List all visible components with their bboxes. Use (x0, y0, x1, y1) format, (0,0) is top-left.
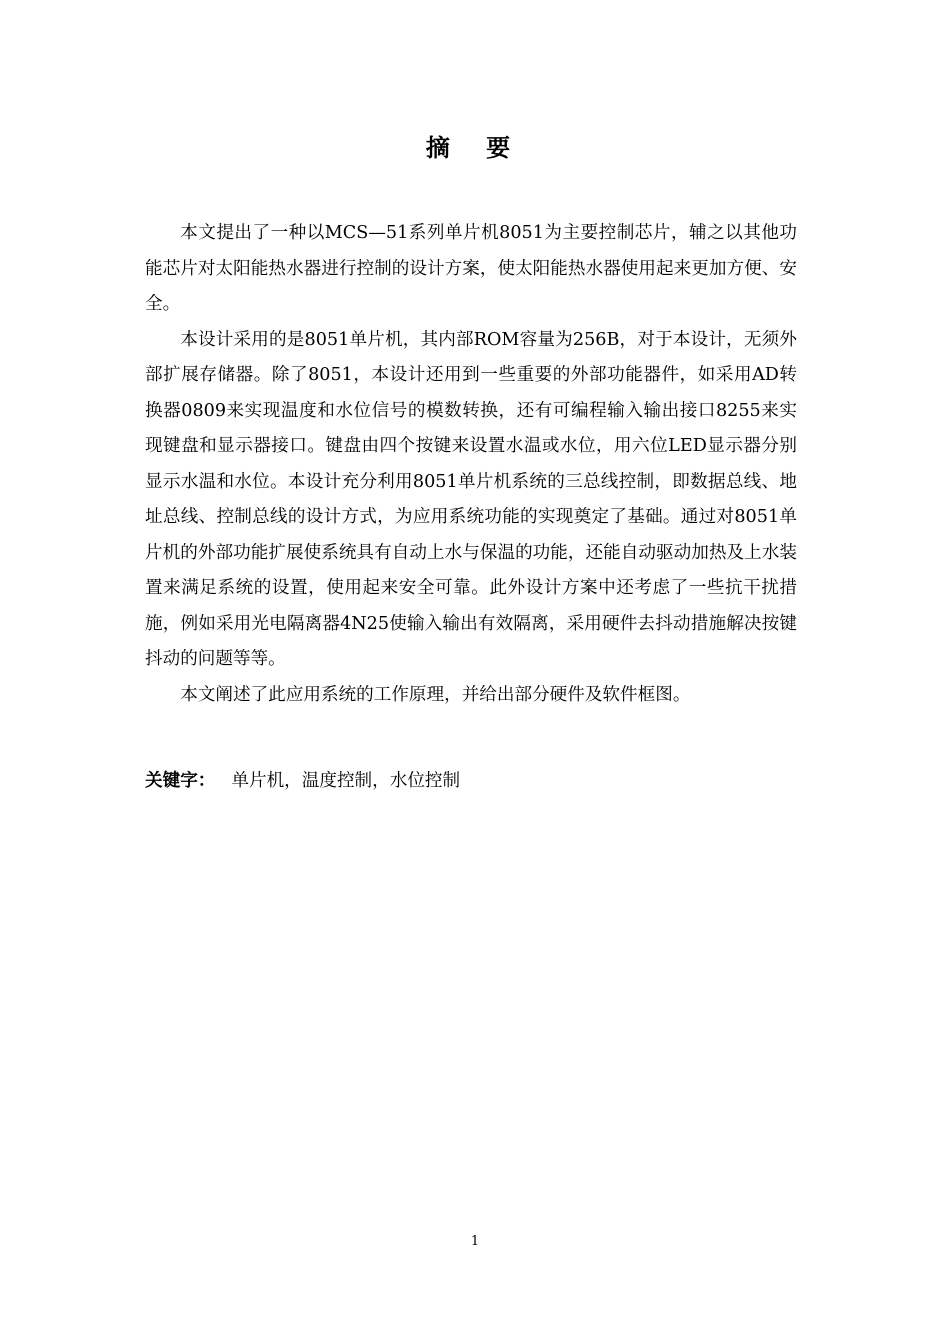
keywords-line (145, 764, 797, 800)
abstract-body (145, 216, 797, 713)
abstract-paragraph-2: 本设计采用的是8051单片机，其内部ROM容量为256B，对于本设计，无须外部扩展存储器。除了8051，本设计还用到一些重要的外部功能器件，如采用AD转换器0809来实现温度和水位信号的模数转换，还有可编程输入输出接口8255来实现键盘和显示器接口。键盘由四个按键来设置水温或水位，用六位LED显示器分别显示水温和水位。本设计充分利用8051单片机系统的三总线控制，即数据总线、地址总线、控制总线的设计方式，为应用系统功能的实现奠定了基础。通过对8051单片机的外部功能扩展使系统具有自动上水与保温的功能，还能自动驱动加热及上水装置来满足系统的设置，使用起来安全可靠。此外设计方案中还考虑了一些抗干扰措施，例如采用光电隔离器4N25使输入输出有效隔离，采用硬件去抖动措施解决按键抖动的问题等等。 (145, 329, 797, 669)
page-title: 摘 要 (425, 134, 525, 162)
keywords-label: 关键字： (145, 771, 216, 791)
keywords-value: 单片机，温度控制，水位控制 (231, 771, 461, 791)
page-number: 1 (470, 1234, 480, 1249)
abstract-paragraph-1: 本文提出了一种以MCS—51系列单片机8051为主要控制芯片，辅之以其他功能芯片对太阳能热水器进行控制的设计方案，使太阳能热水器使用起来更加方便、安全。 (145, 223, 797, 314)
abstract-paragraph-3: 本文阐述了此应用系统的工作原理，并给出部分硬件及软件框图。 (180, 684, 691, 705)
